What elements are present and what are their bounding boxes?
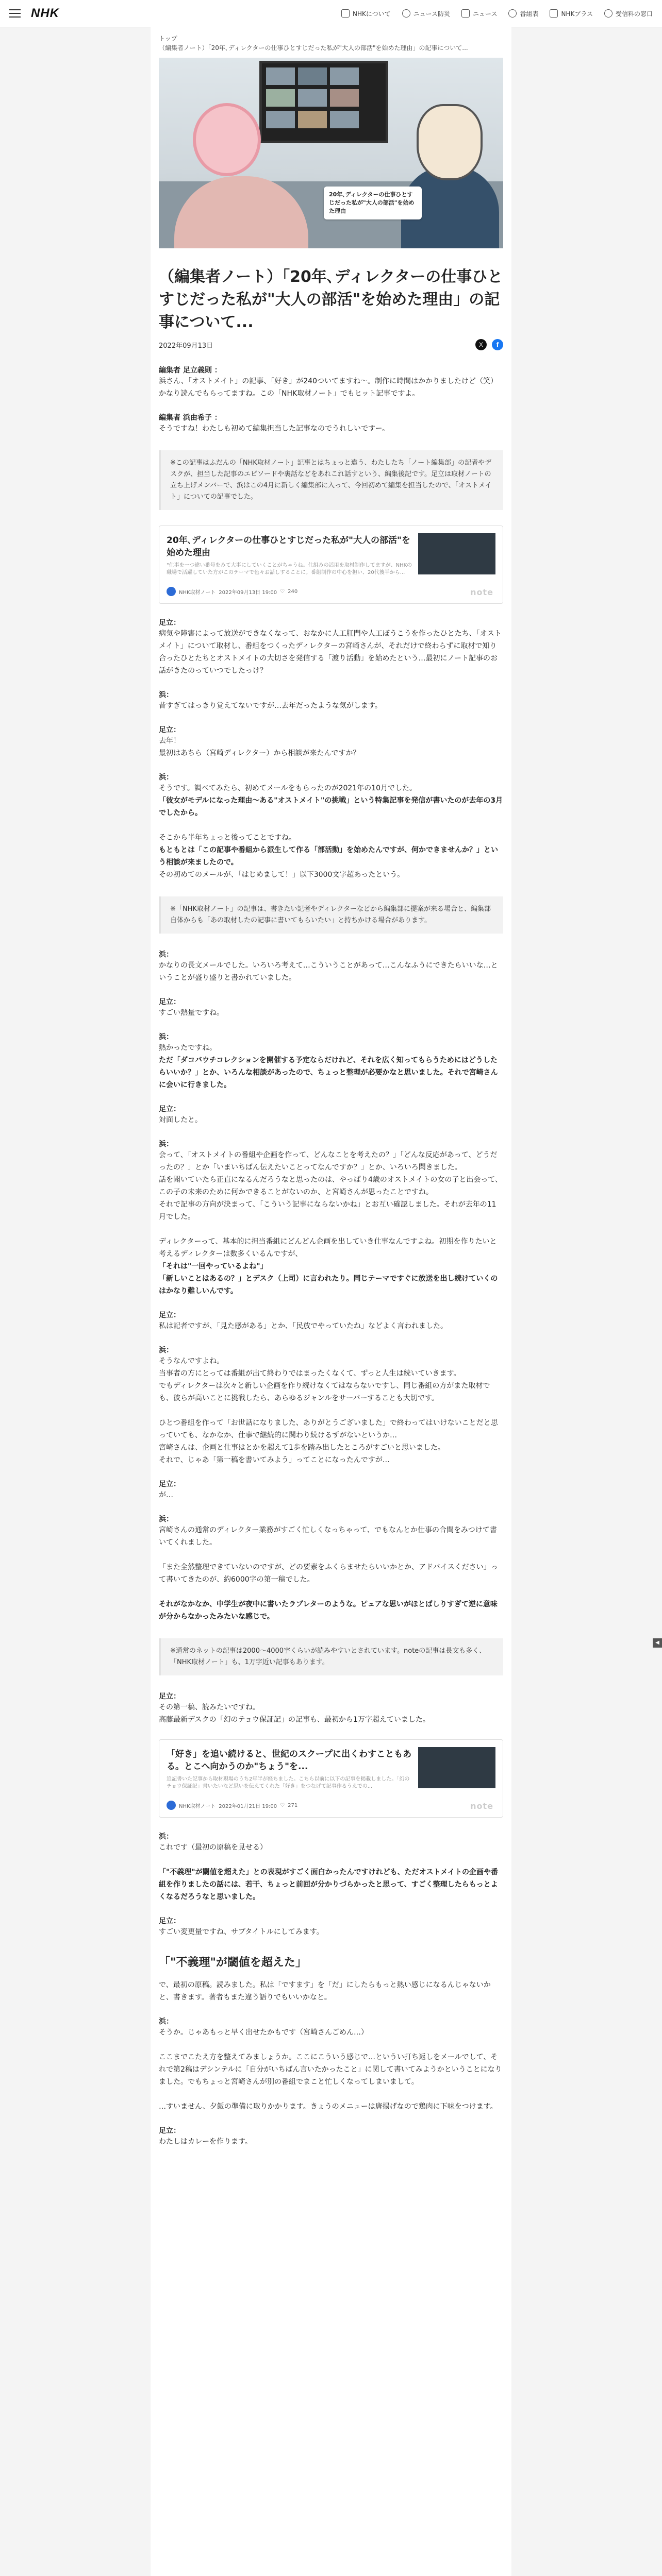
dialogue-line: ディレクターって、基本的に担当番組にどんどん企画を出していき仕事なんですよね。初期を作りたいと考えるディレクターは数多くいるんですが、 bbox=[159, 1238, 497, 1258]
speaker-label: 足立： bbox=[159, 998, 180, 1006]
dialogue-line: 病気や障害によって放送ができなくなって、おなかに人工肛門や人工ぼうこうを作ったひとたち、「オストメイト」について取材し、番組をつくったディレクターの宮崎さんが、それだけで終わらずに取材で知り合ったひとたちとオストメイトの大切さを発信する「渡り活動」を始めたという…最初にノート記事のお話がきたのっていつでしたっけ？ bbox=[159, 630, 502, 675]
dialogue-line: 「また全然整理できていないのですが、どの要素をふくらませたらいいかとか、アドバイスください」って書いてきたのが、約6000字の第一稿でした。 bbox=[159, 1563, 498, 1584]
nav-link-label: 受信料の窓口 bbox=[615, 10, 653, 18]
dialogue-line: 昔すぎてはっきり覚えてないですが…去年だったような気がします。 bbox=[159, 702, 382, 710]
speaker-label: 浜： bbox=[159, 951, 173, 959]
embed-meta bbox=[167, 587, 297, 596]
dialogue-line: それで記事の方向が決まって、「こういう記事にならないかね」とお互い確認しました。それが去年の11月でした。 bbox=[159, 1200, 496, 1221]
dialogue-line: でもディレクターは次々と新しい企画を作り続けなくてはならないですし、同じ番組の方がまた取材でも、彼らが高いことに挑戦したら、あらゆるジャンルをサーバーすることも大切です。 bbox=[159, 1382, 490, 1402]
speaker-label: 浜： bbox=[159, 773, 173, 782]
dialogue-line: 去年！ bbox=[159, 737, 180, 745]
publish-date: 2022年09月13日 bbox=[159, 342, 213, 350]
dialogue-line: そこから半年ちょっと後ってことですね。 bbox=[159, 834, 296, 842]
speaker-label: 足立： bbox=[159, 619, 180, 627]
dialogue-line: 「彼女がモデルになった理由〜ある"オストメイト"の挑戦」という特集記事を発信が書いたのが去年の3月でしたから。 bbox=[159, 796, 503, 817]
breadcrumb-home-link[interactable]: トップ bbox=[159, 35, 177, 42]
embed-author: NHK取材ノート bbox=[179, 1803, 216, 1809]
speaker-label: 浜： bbox=[159, 1515, 173, 1523]
embedded-article-card[interactable] bbox=[159, 526, 503, 604]
article-title: （編集者ノート）「20年､ディレクターの仕事ひとすじだった私が"大人の部活"を始めた理由」の記事について... bbox=[159, 268, 503, 331]
speaker-label: 足立： bbox=[159, 1105, 180, 1113]
nav-link-0[interactable] bbox=[341, 9, 391, 18]
speaker-label: 足立： bbox=[159, 726, 180, 734]
speaker-label: 浜： bbox=[159, 1140, 173, 1148]
nav-link-label: ニュース bbox=[473, 10, 498, 18]
editor-note: ※この記事はふだんの「NHK取材ノート」記事とはちょっと違う、わたしたち「ノート編集部」の記者やデスクが、担当した記事のエピソードや裏話などをあれこれ話すという、編集後記です。足立は取材ノートの立ち上げメンバーで、浜はこの4月に新しく編集部に入って、今回初めて編集を担当したので、「オストメイト」についての記事でした。 bbox=[159, 450, 503, 510]
facebook-share-icon[interactable]: f bbox=[492, 339, 503, 350]
dialogue-line: 高藤最新デスクの「幻のテョウ保証記」の記事も、最初から1万字超えていました。 bbox=[159, 1716, 430, 1724]
nav-link-label: ニュース防災 bbox=[413, 10, 451, 18]
dialogue-line: 当事者の方にとっては番組が出て終わりではまったくなくて、ずっと人生は続いていきます。 bbox=[159, 1369, 461, 1378]
news-icon bbox=[402, 9, 410, 18]
dialogue-line: もともとは「この記事や番組から派生して作る「部活動」を始めたんですが、何かできませんか？」という相談が来ましたので。 bbox=[159, 846, 498, 867]
dialogue-line: 宮崎さんは、企画と仕事はとかを超えて1歩を踏み出したところがすごいと思いました。 bbox=[159, 1444, 445, 1452]
dialogue-line bbox=[159, 2088, 503, 2100]
x-share-icon[interactable]: X bbox=[475, 339, 487, 350]
author-avatar bbox=[167, 1801, 176, 1810]
hero-caption: 20年､ディレクターの仕事ひとすじだった私が"大人の部活"を始めた理由 bbox=[324, 187, 422, 219]
speaker-label: 浜： bbox=[159, 1833, 173, 1841]
nhk-logo[interactable]: NHK bbox=[31, 6, 59, 20]
speaker-label: 浜： bbox=[159, 1033, 173, 1041]
play-icon bbox=[550, 9, 558, 18]
dialogue-line: すごい熱量ですね。 bbox=[159, 1009, 224, 1017]
dialogue-line: ここまでこたえ方を整えてみましょうか。ここにこういう感じで…というい打ち返しをメールでして、それで第2稿はデシンテルに「自分がいちばん言いたかったこと」に関して書いてみようかということになりました。でもちょっと宮崎さんが別の番組でまこと忙しくなってしまいまして。 bbox=[159, 2053, 502, 2086]
embed-title: 20年､ディレクターの仕事ひとすじだった私が"大人の部活"を始めた理由 bbox=[167, 535, 410, 558]
illustrated-face-left bbox=[193, 103, 261, 176]
nav-link-label: NHKプラス bbox=[561, 10, 593, 18]
dialogue-line: 話を聞いていたら正直になるんだろうなと思ったのは、やっぱり4歳のオストメイトの女の子と出会って、この子の未来のために何かできることがないのか、と宮崎さんが思ったことですね。 bbox=[159, 1176, 503, 1196]
dialogue-line: 最初はあちら（宮崎ディレクター）から相談が来たんですか？ bbox=[159, 749, 360, 757]
building-icon bbox=[341, 9, 350, 18]
article-body bbox=[159, 365, 503, 2148]
dialogue-line: かなりの長文メールでした。いろいろ考えて…こういうことがあって…こんなふうにできたらいいな…ということが盛り盛りと書かれていました。 bbox=[159, 961, 498, 982]
dialogue-line: 浜さん、「オストメイト」の記事、「好き」が240ついてますね〜。制作に時間はかかりましたけど（笑）かなり読んでもらってますね。この「NHK取材ノート」でもヒット記事ですよ。 bbox=[159, 377, 498, 398]
dialogue-line: そうか。じゃあもっと早く出せたかもです（宮崎さんごめん…） bbox=[159, 2028, 368, 2037]
dialogue-line: 「新しいことはあるの？」とデスク（上司）に言われたり。同じテーマですぐに放送を出し続けていくのはかなり難しいんです。 bbox=[159, 1275, 498, 1295]
dialogue-line bbox=[159, 2039, 503, 2051]
dialogue-line: 「それは"一回やっているよね"」 bbox=[159, 1262, 268, 1270]
scroll-side-button[interactable]: ◀ bbox=[653, 1638, 662, 1648]
top-header bbox=[0, 0, 662, 27]
note-logo: note bbox=[470, 587, 493, 597]
speaker-label: 足立： bbox=[159, 2127, 180, 2135]
speaker-label: 浜： bbox=[159, 691, 173, 699]
dialogue-line: その初めてのメールが、「はじめまして！」以下3000文字超あったという。 bbox=[159, 871, 405, 879]
monitor-image bbox=[259, 61, 388, 143]
embed-likes: 240 bbox=[288, 588, 298, 595]
dialogue-line bbox=[159, 1404, 503, 1417]
dialogue-line: そうなんですよね。 bbox=[159, 1357, 224, 1365]
author-avatar bbox=[167, 587, 176, 596]
speaker-label: 浜： bbox=[159, 2018, 173, 2026]
date-row bbox=[159, 339, 503, 350]
embedded-article-card[interactable] bbox=[159, 1739, 503, 1818]
embed-author: NHK取材ノート bbox=[179, 589, 216, 596]
dialogue-line: 対面したと。 bbox=[159, 1116, 202, 1124]
dialogue-line: わたしはカレーを作ります。 bbox=[159, 2138, 252, 2146]
speaker-label: 足立： bbox=[159, 1692, 180, 1701]
nav-link-1[interactable] bbox=[402, 9, 450, 18]
editor-note: ※通常のネットの記事は2000〜4000字くらいが読みやすいとされています。noteの記事は長文も多く、「NHK取材ノート」も、1万字近い記事もあります。 bbox=[159, 1638, 503, 1675]
dialogue-line: 宮崎さんの通常のディレクター業務がすごく忙しくなっちゃって、でもなんとか仕事の合間をみつけて書いてくれました。 bbox=[159, 1526, 497, 1547]
calendar-icon bbox=[508, 9, 517, 18]
dialogue-line: ただ「ダコバウチコレクションを開催する予定ならだけれど、それを広く知ってもらうためにはどうしたらいいか？」とか、いろんな相談があったので、ちょっと整理が必要かなと思いました。それで宮崎さんに会いに行きました。 bbox=[159, 1056, 498, 1089]
embed-title: 「好き」を追い続けると、世紀のスクープに出くわすこともある。とこへ向かうのか"ちょう"を... bbox=[167, 1749, 412, 1772]
dialogue-line: それで、じゃあ「第一稿を書いてみよう」ってことになったんですが… bbox=[159, 1456, 390, 1464]
article-column bbox=[151, 27, 511, 2576]
dialogue-line: 私は記者ですが、「見た感がある」とか、「民放でやっていたね」などよく言われました。 bbox=[159, 1322, 448, 1330]
top-navigation bbox=[341, 9, 653, 18]
nav-link-2[interactable] bbox=[461, 9, 497, 18]
dialogue-line bbox=[159, 1549, 503, 1561]
nav-link-label: 番組表 bbox=[520, 10, 539, 18]
nav-link-3[interactable] bbox=[508, 9, 538, 18]
dialogue-line bbox=[159, 1223, 503, 1235]
dialogue-line bbox=[159, 1586, 503, 1598]
illustrated-face-right bbox=[417, 104, 483, 180]
dialogue-line bbox=[159, 1854, 503, 1866]
dialogue-line: で、最初の原稿。読みました。私は「ですます」を「だ」にしたらもっと熱い感じになるんじゃないかと、書きます。著者もまた違う語りでもいいかなと。 bbox=[159, 1981, 491, 2002]
note-logo: note bbox=[470, 1801, 493, 1811]
section-heading: 「"不義理"が閾値を超えた」 bbox=[159, 1956, 307, 1969]
hero-image bbox=[159, 58, 503, 248]
share-buttons bbox=[475, 339, 503, 350]
dialogue-line: そうです。調べてみたら、初めてメールをもらったのが2021年の10月でした。 bbox=[159, 784, 417, 792]
speaker-label: 足立： bbox=[159, 1480, 180, 1488]
dialogue-line: そうですね！わたしも初めて編集担当した記事なのでうれしいですー。 bbox=[159, 425, 390, 433]
dialogue-line: が… bbox=[159, 1491, 173, 1499]
person-icon bbox=[604, 9, 613, 18]
dialogue-line: すごい変更量ですね、サブタイトルにしてみます。 bbox=[159, 1928, 324, 1936]
dialogue-line: 「"不義理"が閾値を超えた」との表現がすごく面白かったんですけれども、ただオストメイトの企画や番組を作りましたの話には、若干、ちょっと前回が分かりづらかったと思って、すごく整理したらもっとよくなるだろうなと思いました。 bbox=[159, 1868, 499, 1901]
embed-meta bbox=[167, 1801, 297, 1810]
breadcrumb bbox=[159, 34, 503, 53]
dialogue-line: その第一稿、読みたいですね。 bbox=[159, 1703, 260, 1711]
breadcrumb-current: （編集者ノート）「20年､ディレクターの仕事ひとすじだった私が"大人の部活"を始めた理由」の記事について... bbox=[159, 44, 468, 52]
nav-link-label: NHKについて bbox=[353, 10, 391, 18]
speaker-label: 編集者 浜由希子 ： bbox=[159, 414, 222, 422]
embed-date: 2022年01月21日 19:00 bbox=[219, 1803, 277, 1809]
nav-link-5[interactable] bbox=[604, 9, 653, 18]
dialogue-line: 熱かったですね。 bbox=[159, 1044, 217, 1052]
embed-description: "仕事を一つ違い番号をみて大事にしていくことがちゃうね。仕組みの活用を取材制作してますが、NHKの職場で活躍していた方がこのテーマで色々お話しすることに。番組制作の中心を担い、20代後半から... bbox=[167, 563, 412, 575]
embed-thumbnail bbox=[418, 1747, 495, 1788]
speaker-label: 足立： bbox=[159, 1917, 180, 1925]
dialogue-line: ひとつ番組を作って「お世話になりました、ありがとうございました」で終わってはいけないことだと思っていても、なかなか、仕事で継続的に関わり続けるずがないというか… bbox=[159, 1419, 498, 1439]
editor-note: ※「NHK取材ノート」の記事は、書きたい記者やディレクターなどから編集部に提案が来る場合と、編集部自体からも「あの取材したの記事に書いてもらいたい」と持ちかける場合があります。 bbox=[159, 896, 503, 934]
speaker-label: 浜： bbox=[159, 1346, 173, 1354]
embed-date: 2022年09月13日 19:00 bbox=[219, 589, 277, 596]
dialogue-line: …すいません、夕飯の準備に取りかかります。きょうのメニューは唐揚げなので鶏肉に下味をつけます。 bbox=[159, 2103, 498, 2111]
embed-likes: 271 bbox=[288, 1802, 298, 1808]
embed-thumbnail bbox=[418, 533, 495, 574]
nav-link-4[interactable] bbox=[550, 9, 593, 18]
heart-icon: ♡ bbox=[280, 588, 285, 595]
tv-icon bbox=[461, 9, 470, 18]
dialogue-line: 会って、「オストメイトの番組や企画を作って、どんなことを考えたの？」「どんな反応があって、どうだったの？」とか「いまいちばん伝えたいことってなんですか？」とか、いろいろ聞きました。 bbox=[159, 1151, 498, 1172]
speaker-label: 足立： bbox=[159, 1311, 180, 1319]
dialogue-line: それがなかなか、中学生が夜中に書いたラブレターのような。ピュアな思いがほとばしりすぎて逆に意味が分からなかったみたいな感じで。 bbox=[159, 1600, 498, 1621]
heart-icon: ♡ bbox=[280, 1802, 285, 1808]
dialogue-line bbox=[159, 819, 503, 832]
dialogue-line: これです（最初の原稿を見せる） bbox=[159, 1843, 267, 1852]
embed-description: 追記書いた記事から取材現場のうち2年半が経ちました。こちら以前に以下の記事を掲載しました。「幻のチョウ保証記」書いたいなど思いを伝えてくれた「好き」をつなげて記事作るうえでの... bbox=[167, 1776, 410, 1789]
hamburger-menu-icon[interactable] bbox=[6, 5, 24, 22]
speaker-label: 編集者 足立義則 ： bbox=[159, 366, 222, 375]
